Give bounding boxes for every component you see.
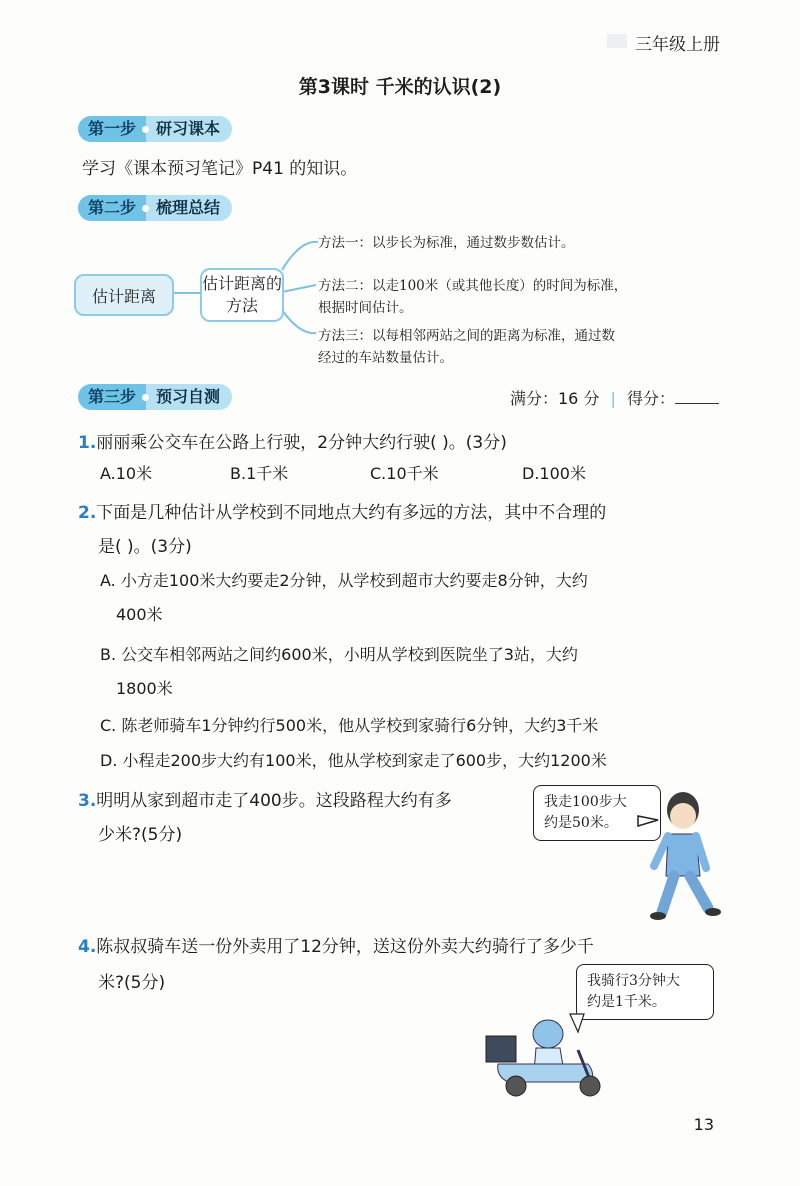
page-title: 第3课时 千米的认识(2) <box>298 76 502 98</box>
q2-option-a-line1[interactable]: A. 小方走100米大约要走2分钟，从学校到超市大约要走8分钟，大约 <box>100 571 588 590</box>
q4-number: 4. <box>78 937 97 957</box>
q2-number: 2. <box>78 503 97 523</box>
q2-option-b-line1[interactable]: B. 公交车相邻两站之间约600米，小明从学校到医院坐了3站，大约 <box>100 645 578 664</box>
q3-stem-line2: 少米?(5分) <box>98 825 183 845</box>
q4-stem-line1 <box>78 932 594 957</box>
method-three-line2: 经过的车站数量估计。 <box>318 350 453 366</box>
scooter-rider-illustration <box>478 1010 618 1100</box>
q2-stem-line1 <box>78 498 606 523</box>
q1-option-d[interactable]: D.100米 <box>522 464 586 483</box>
q2-option-c[interactable]: C. 陈老师骑车1分钟约行500米，他从学校到家骑行6分钟，大约3千米 <box>100 716 599 735</box>
q1-option-c[interactable]: C.10千米 <box>370 464 439 483</box>
mindmap-branch: 估计距离的方法 <box>200 268 284 322</box>
step1-name: 研习课本 <box>146 116 232 142</box>
step2-name: 梳理总结 <box>146 195 232 221</box>
score-row <box>510 386 719 409</box>
q4-bubble-line1: 我骑行3分钟大 <box>587 973 680 989</box>
grade-text: 三年级上册 <box>635 35 720 55</box>
q2-option-b-line2[interactable]: 1800米 <box>116 679 173 698</box>
q3-bubble-line2: 约是50米。 <box>544 815 618 831</box>
q3-stem-line1 <box>78 786 452 811</box>
mindmap-root: 估计距离 <box>74 274 174 316</box>
q3-stem1: 明明从家到超市走了400步。这段路程大约有多 <box>96 791 452 811</box>
page-number: 13 <box>693 1115 714 1134</box>
q4-bubble-line2: 约是1千米。 <box>587 994 666 1010</box>
step1-text: 学习《课本预习笔记》P41 的知识。 <box>82 159 358 179</box>
q3-bubble-line1: 我走100步大 <box>544 794 627 810</box>
q1-stem-line <box>78 428 507 453</box>
got-score-label: 得分： <box>627 389 676 408</box>
step1-tag: 第一步 <box>78 116 146 142</box>
score-separator: | <box>610 389 616 408</box>
step3-name: 预习自测 <box>146 384 232 410</box>
q1-option-b[interactable]: B.1千米 <box>230 464 289 483</box>
method-two-line2: 根据时间估计。 <box>318 300 413 316</box>
q4-stem-line2: 米?(5分) <box>98 973 166 993</box>
boy-walking-illustration <box>636 786 736 926</box>
full-score: 满分：16 分 <box>510 389 600 408</box>
q2-option-d[interactable]: D. 小程走200步大约有100米，他从学校到家走了600步，大约1200米 <box>100 751 607 770</box>
method-one: 方法一：以步长为标准，通过数步数估计。 <box>318 235 575 251</box>
step3-header <box>78 384 232 410</box>
q1-number: 1. <box>78 433 97 453</box>
step2-tag: 第二步 <box>78 195 146 221</box>
q4-stem1: 陈叔叔骑车送一份外卖用了12分钟，送这份外卖大约骑行了多少千 <box>96 937 594 957</box>
q1-stem: 丽丽乘公交车在公路上行驶，2分钟大约行驶( )。(3分) <box>96 433 507 453</box>
method-three-line1: 方法三：以每相邻两站之间的距离为标准，通过数 <box>318 328 615 344</box>
method-two-line1: 方法二：以走100米（或其他长度）的时间为标准， <box>318 278 628 294</box>
q2-stem-line2: 是( )。(3分) <box>98 537 192 557</box>
got-score-blank[interactable] <box>675 403 719 404</box>
q1-option-a[interactable]: A.10米 <box>100 464 153 483</box>
q2-stem1: 下面是几种估计从学校到不同地点大约有多远的方法，其中不合理的 <box>96 503 607 523</box>
q3-number: 3. <box>78 791 97 811</box>
step3-tag: 第三步 <box>78 384 146 410</box>
q2-option-a-line2[interactable]: 400米 <box>116 605 163 624</box>
